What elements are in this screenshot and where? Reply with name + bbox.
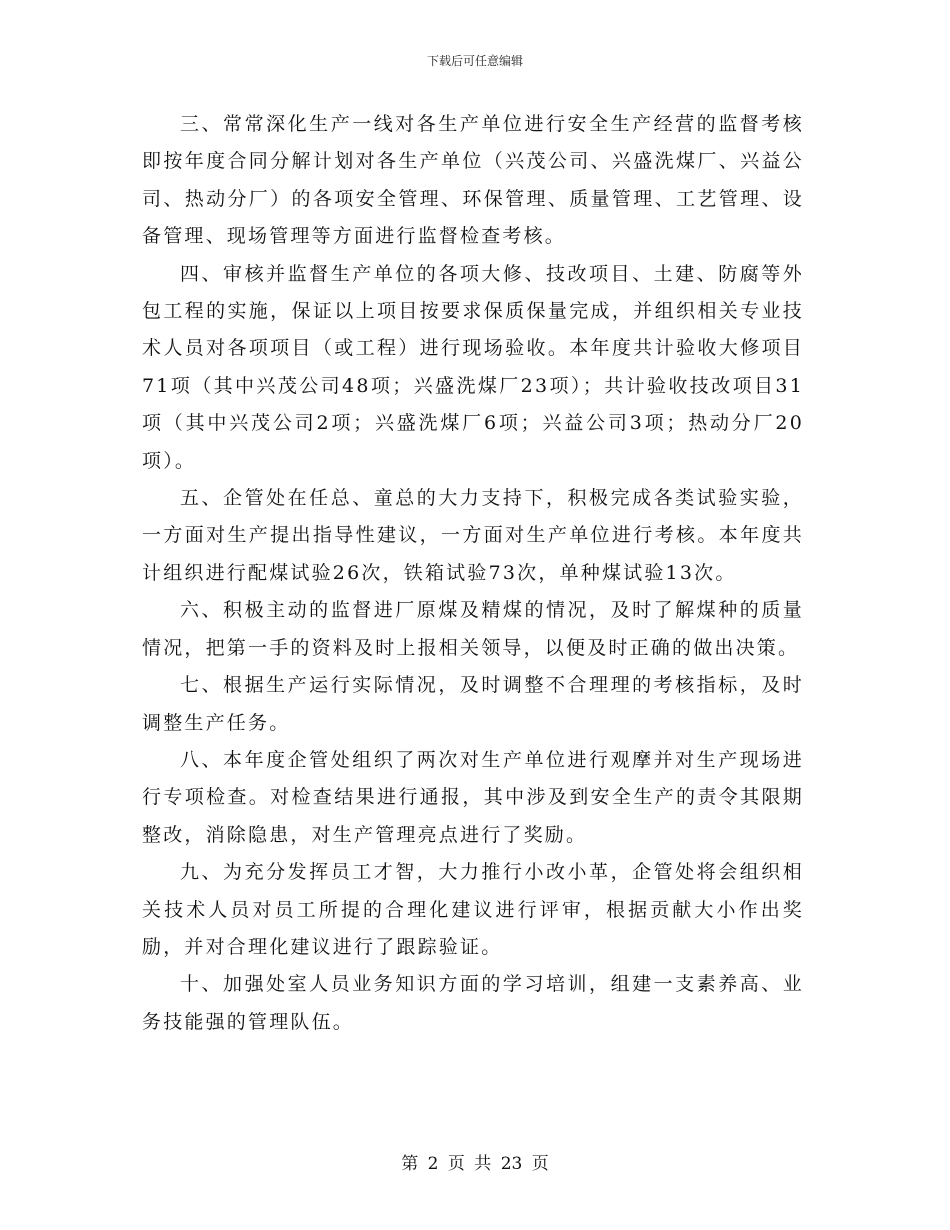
paragraph-4: 四、审核并监督生产单位的各项大修、技改项目、土建、防腐等外包工程的实施，保证以上项目按要求保质保量完成，并组织相关专业技术人员对各项项目（或工程）进行现场验收。本年度共计验收大修项目71项（其中兴茂公司48项；兴盛洗煤厂23项）；共计验收技改项目31项（其中兴茂公司2项；兴盛洗煤厂6项；兴益公司3项；热动分厂20项）。 — [142, 262, 804, 472]
paragraph-7: 七、根据生产运行实际情况，及时调整不合理理的考核指标，及时调整生产任务。 — [142, 674, 804, 734]
paragraph-6: 六、积极主动的监督进厂原煤及精煤的情况，及时了解煤种的质量情况，把第一手的资料及时上报相关领导，以便及时正确的做出决策。 — [142, 599, 804, 659]
page-number-footer: 第 2 页 共 23 页 — [401, 1154, 549, 1174]
paragraph-5: 五、企管处在任总、童总的大力支持下，积极完成各类试验实验，一方面对生产提出指导性建议，一方面对生产单位进行考核。本年度共计组织进行配煤试验26次，铁箱试验73次，单种煤试验13次。 — [142, 487, 804, 584]
paragraph-3: 三、常常深化生产一线对各生产单位进行安全生产经营的监督考核即按年度合同分解计划对各生产单位（兴茂公司、兴盛洗煤厂、兴益公司、热动分厂）的各项安全管理、环保管理、质量管理、工艺管理、设备管理、现场管理等方面进行监督检查考核。 — [142, 113, 804, 248]
paragraph-9: 九、为充分发挥员工才智，大力推行小改小革，企管处将会组织相关技术人员对员工所提的合理化建议进行评审，根据贡献大小作出奖励，并对合理化建议进行了跟踪验证。 — [142, 861, 804, 958]
page-header: 下载后可任意编辑 — [426, 54, 523, 68]
paragraph-8: 八、本年度企管处组织了两次对生产单位进行观摩并对生产现场进行专项检查。对检查结果进行通报，其中涉及到安全生产的责令其限期整改，消除隐患，对生产管理亮点进行了奖励。 — [142, 748, 804, 846]
paragraph-10: 十、加强处室人员业务知识方面的学习培训，组建一支素养高、业务技能强的管理队伍。 — [142, 973, 804, 1033]
document-body — [142, 106, 804, 1041]
